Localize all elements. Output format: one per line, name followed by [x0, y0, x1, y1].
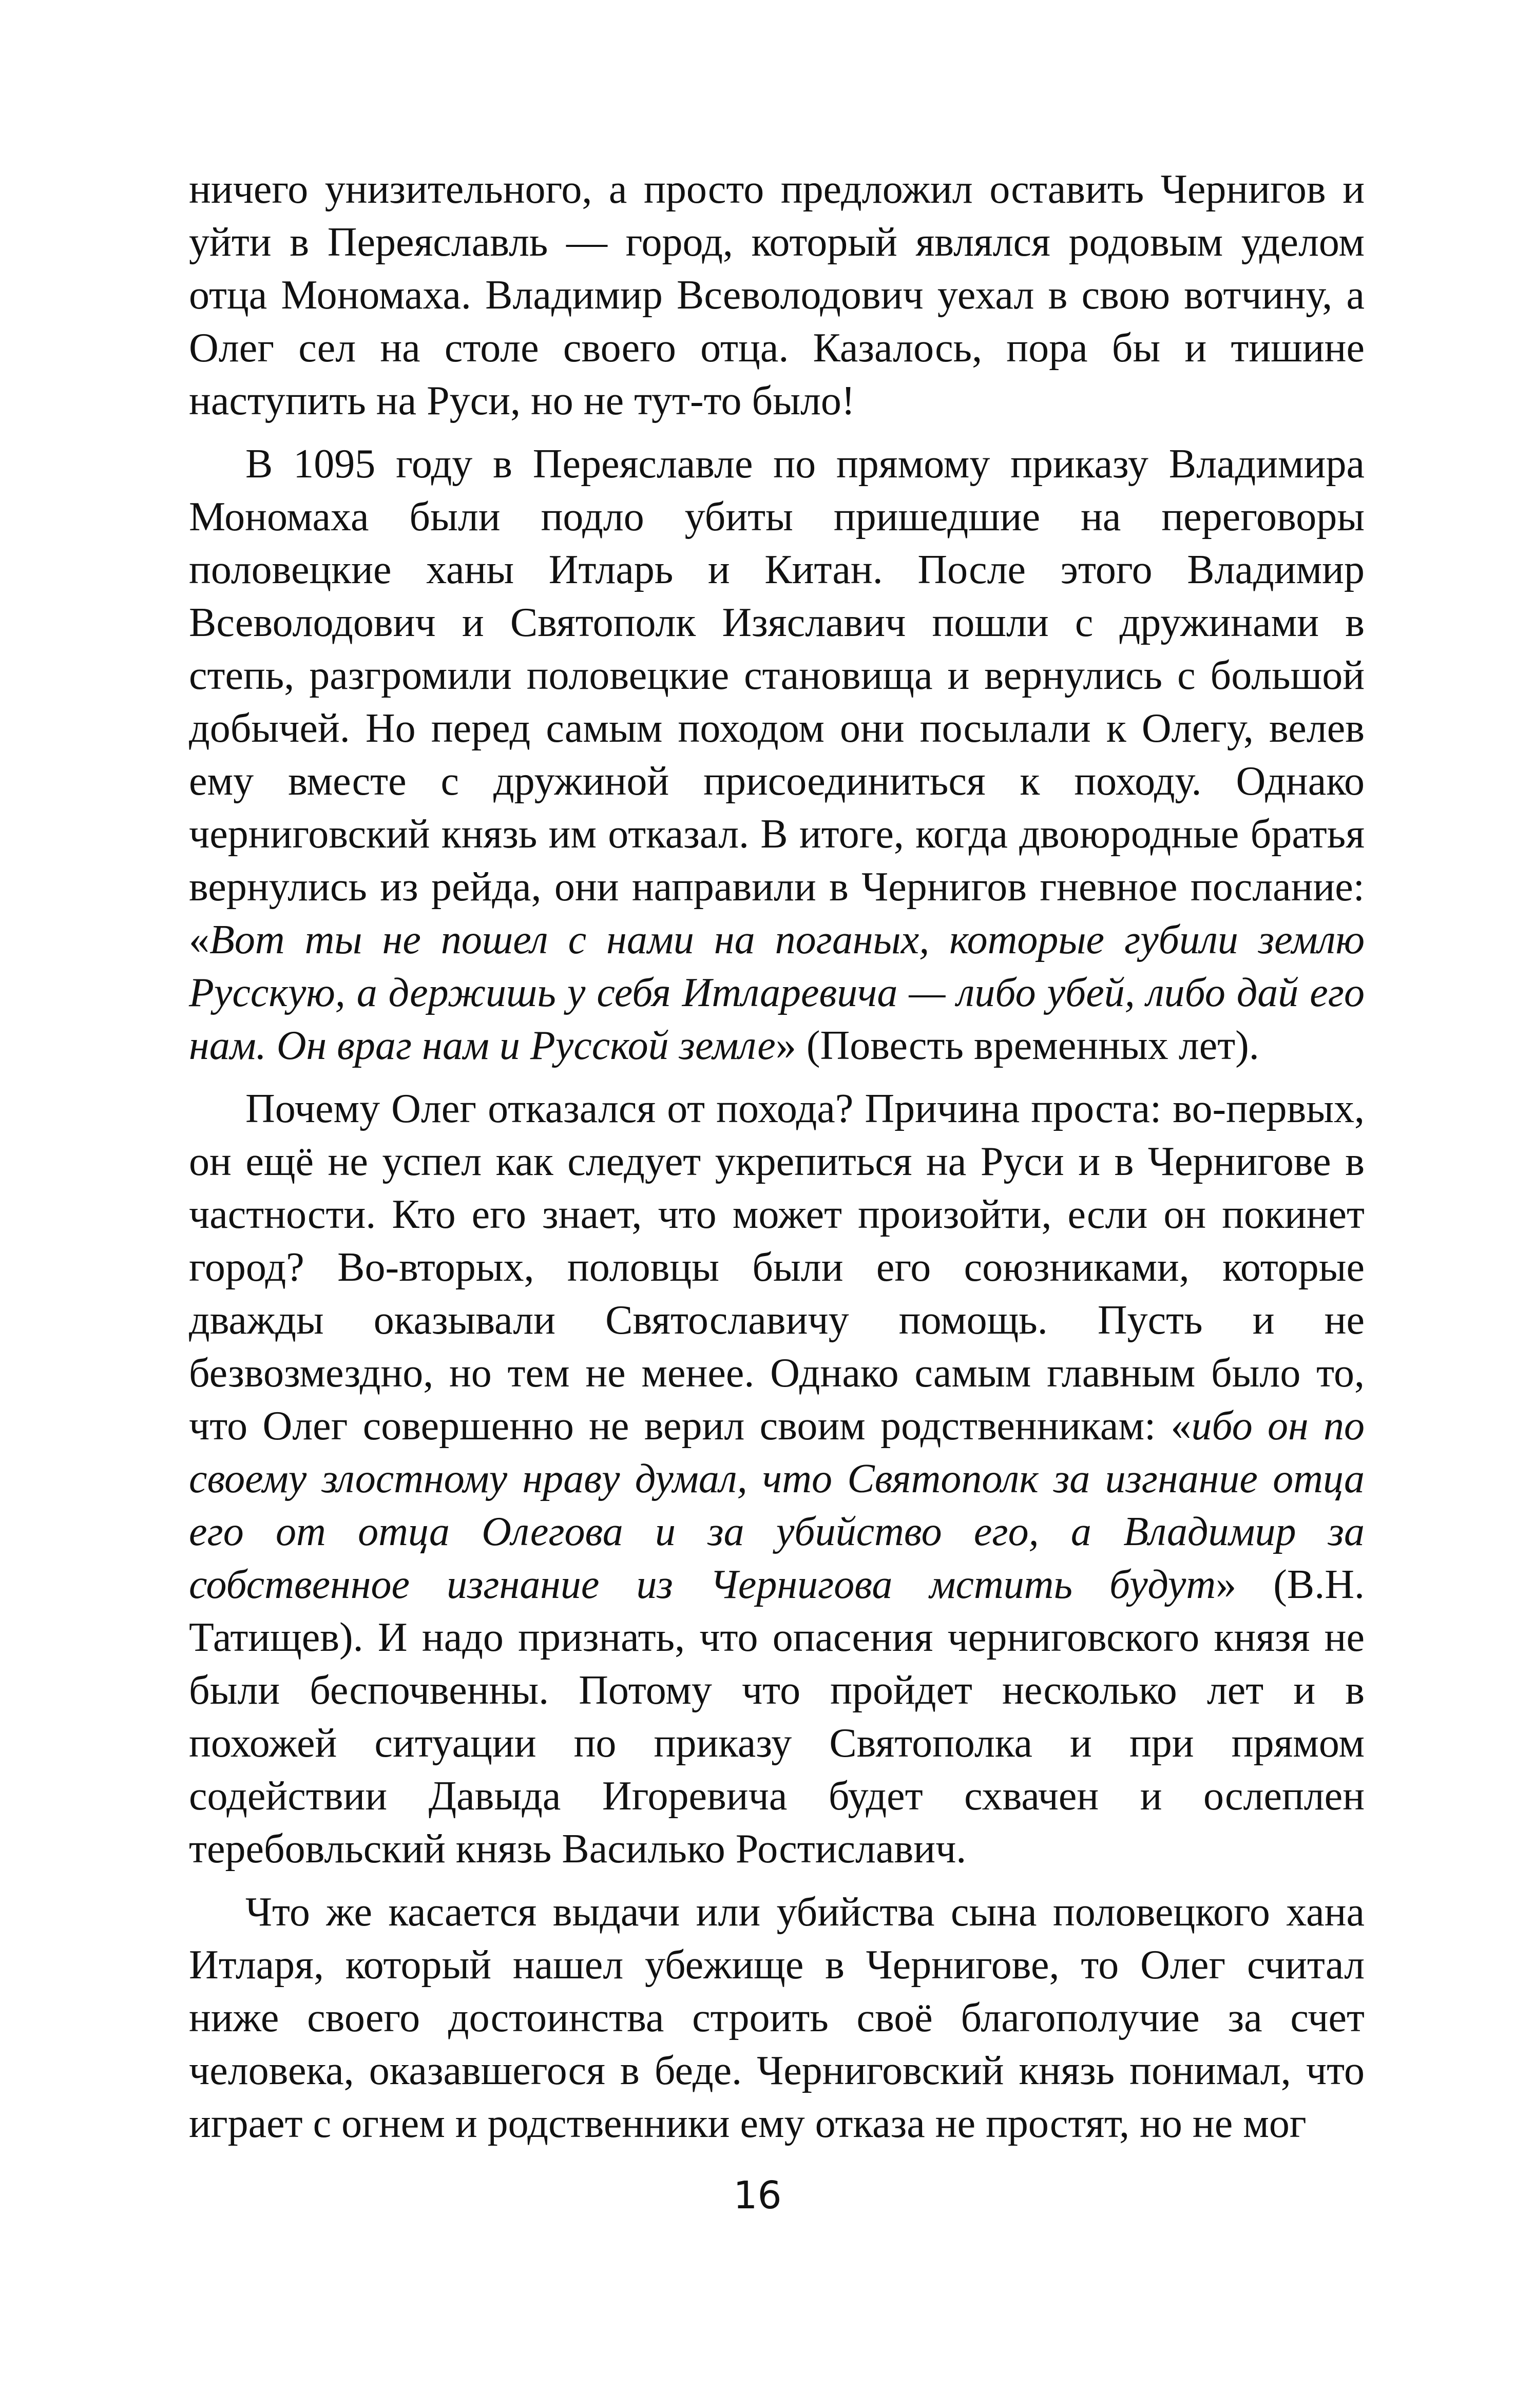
page-number: 16 [733, 2173, 782, 2218]
body-text [189, 163, 1365, 2161]
paragraph [189, 163, 1365, 428]
paragraph [189, 1083, 1365, 1876]
quote-italic: Вот ты не пошел с нами на поганых, которые губили землю Русскую, а держишь у себя Итларевича — либо убей, либо дай его нам. Он враг нам и Русской земле [189, 917, 1365, 1068]
paragraph [189, 438, 1365, 1072]
paragraph-text: » (Повесть временных лет). [775, 1023, 1259, 1068]
quote-italic: ибо он по своему злостному нраву думал, что Святополк за изгнание отца его от отца Олегова и за убийство его, а Владимир за собственное изгнание из Чернигова мстить будут [189, 1403, 1365, 1607]
paragraph-text: » (В.Н. Татищев). И надо признать, что опасения черниговского князя не были беспочвенны. Потому что пройдет несколько лет и в похожей ситуации по приказу Святополка и при прямом содействии Давыда Игоревича будет схвачен и ослеплен теребовльский князь Василько Ростиславич. [189, 1562, 1365, 1872]
paragraph-text: В 1095 году в Переяславле по прямому приказу Владимира Мономаха были подло убиты пришедшие на переговоры половецкие ханы Итларь и Китан. После этого Владимир Всеволодович и Святополк Изяславич пошли с дружинами в степь, разгромили половецкие становища и вернулись с большой добычей. Но перед самым походом они посылали к Олегу, велев ему вместе с дружиной присоединиться к походу. Однако черниговский князь им отказал. В итоге, когда двоюродные братья вернулись из рейда, они направили в Чернигов гневное послание: « [189, 441, 1365, 962]
paragraph [189, 1886, 1365, 2150]
paragraph-text: Что же касается выдачи или убийства сына половецкого хана Итларя, который нашел убежище в Чернигове, то Олег считал ниже своего достоинства строить своё благополучие за счет человека, оказавшегося в беде. Черниговский князь понимал, что играет с огнем и родственники ему отказа не простят, но не мог [189, 1890, 1365, 2146]
paragraph-text: ничего унизительного, а просто предложил оставить Чернигов и уйти в Переяславль — город, который являлся родовым уделом отца Мономаха. Владимир Всеволодович уехал в свою вотчину, а Олег сел на столе своего отца. Казалось, пора бы и тишине наступить на Руси, но не тут-то было! [189, 167, 1365, 423]
paragraph-text: Почему Олег отказался от похода? Причина проста: во-первых, он ещё не успел как следует укрепиться на Руси и в Чернигове в частности. Кто его знает, что может произойти, если он покинет город? Во-вторых, половцы были его союзниками, которые дважды оказывали Святославичу помощь. Пусть и не безвозмездно, но тем не менее. Однако самым главным было то, что Олег совершенно не верил своим родственникам: « [189, 1086, 1365, 1449]
